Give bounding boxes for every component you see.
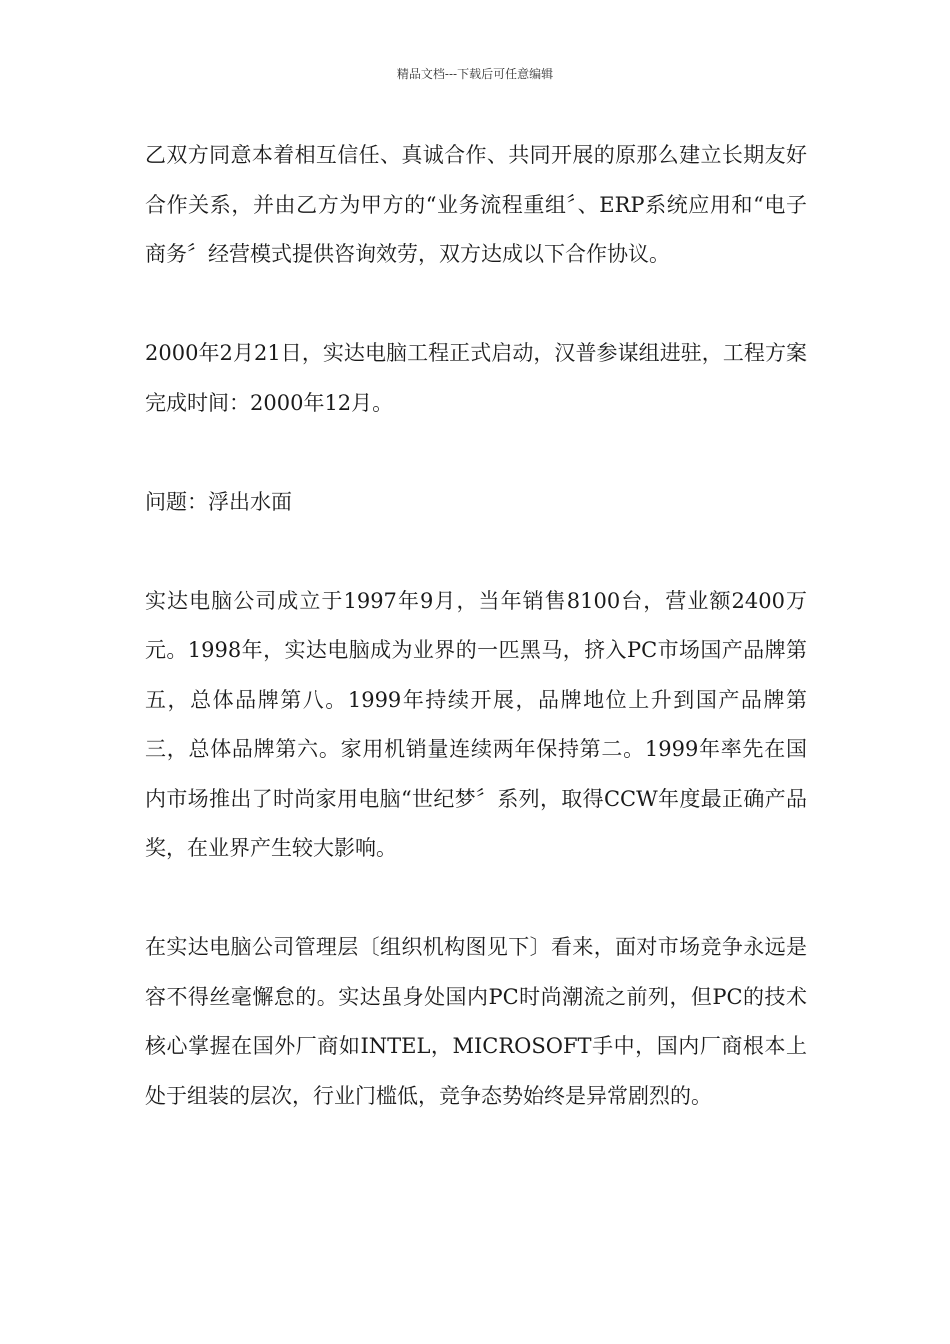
paragraph-cooperation-agreement: 乙双方同意本着相互信任、真诚合作、共同开展的原那么建立长期友好合作关系，并由乙方为甲方的“业务流程重组〞、ERP系统应用和“电子商务〞经营模式提供咨询效劳，双方达成以下合作协议。 (145, 143, 807, 266)
paragraph-company-history: 实达电脑公司成立于1997年9月，当年销售8100台，营业额2400万元。1998年，实达电脑成为业界的一匹黑马，挤入PC市场国产品牌第五，总体品牌第八。1999年持续开展，品牌地位上升到国产品牌第三，总体品牌第六。家用机销量连续两年保持第二。1999年率先在国内市场推出了时尚家用电脑“世纪梦〞系列，取得CCW年度最正确产品奖，在业界产生较大影响。 (145, 588, 807, 860)
paragraph-market-competition: 在实达电脑公司管理层〔组织机构图见下〕看来，面对市场竞争永远是容不得丝毫懈怠的。实达虽身处国内PC时尚潮流之前列，但PC的技术核心掌握在国外厂商如INTEL，MICROSOFT手中，国内厂商根本上处于组装的层次，行业门槛低，竞争态势始终是异常剧烈的。 (145, 935, 807, 1108)
paragraph-gap (145, 874, 807, 924)
document-body (145, 131, 807, 1121)
page-header: 精品文档---下载后可任意编辑 (396, 67, 554, 81)
paragraph-project-start: 2000年2月21日，实达电脑工程正式启动，汉普参谋组进驻，工程方案完成时间：2000年12月。 (145, 341, 807, 415)
paragraph-gap (145, 527, 807, 577)
paragraph-gap (145, 428, 807, 478)
section-heading-problem: 问题：浮出水面 (145, 489, 292, 514)
paragraph-gap (145, 280, 807, 330)
